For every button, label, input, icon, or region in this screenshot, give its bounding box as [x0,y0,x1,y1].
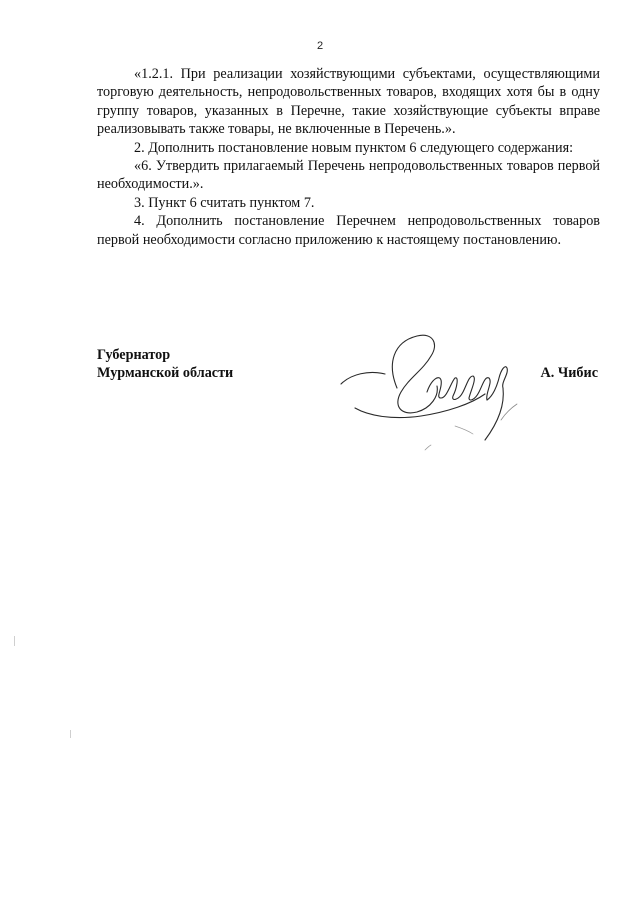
signatory-title [97,346,233,383]
signatory-title-line1: Губернатор [97,347,171,363]
paragraph-item-3: 3. Пункт 6 считать пунктом 7. [134,194,315,211]
page-number: 2 [316,40,324,52]
paragraph-1-2-1: «1.2.1. При реализации хозяйствующими субъектами, осуществляющими торговую деятельность, непродовольственных товаров, входящих хотя бы в одну группу товаров, указанных в Перечне, такие хозяйствующие субъекты вправе реализовывать также товары, не включенные в Перечень.». [97,66,600,138]
paragraph-item-4: 4. Дополнить постановление Перечнем непродовольственных товаров первой необходимости согласно приложению к настоящему постановлению. [97,213,600,248]
signatory-title-line2: Мурманской области [97,365,234,382]
paragraph-item-6-quote: «6. Утвердить прилагаемый Перечень непродовольственных товаров первой необходимости.». [97,158,600,193]
scan-mark [70,730,71,738]
signatory-name: А. Чибис [540,365,598,381]
handwritten-signature [335,316,535,456]
document-body [97,65,600,249]
signature-block [97,346,600,466]
scan-mark [14,636,15,646]
paragraph-item-2: 2. Дополнить постановление новым пунктом 6 следующего содержания: [134,139,574,156]
